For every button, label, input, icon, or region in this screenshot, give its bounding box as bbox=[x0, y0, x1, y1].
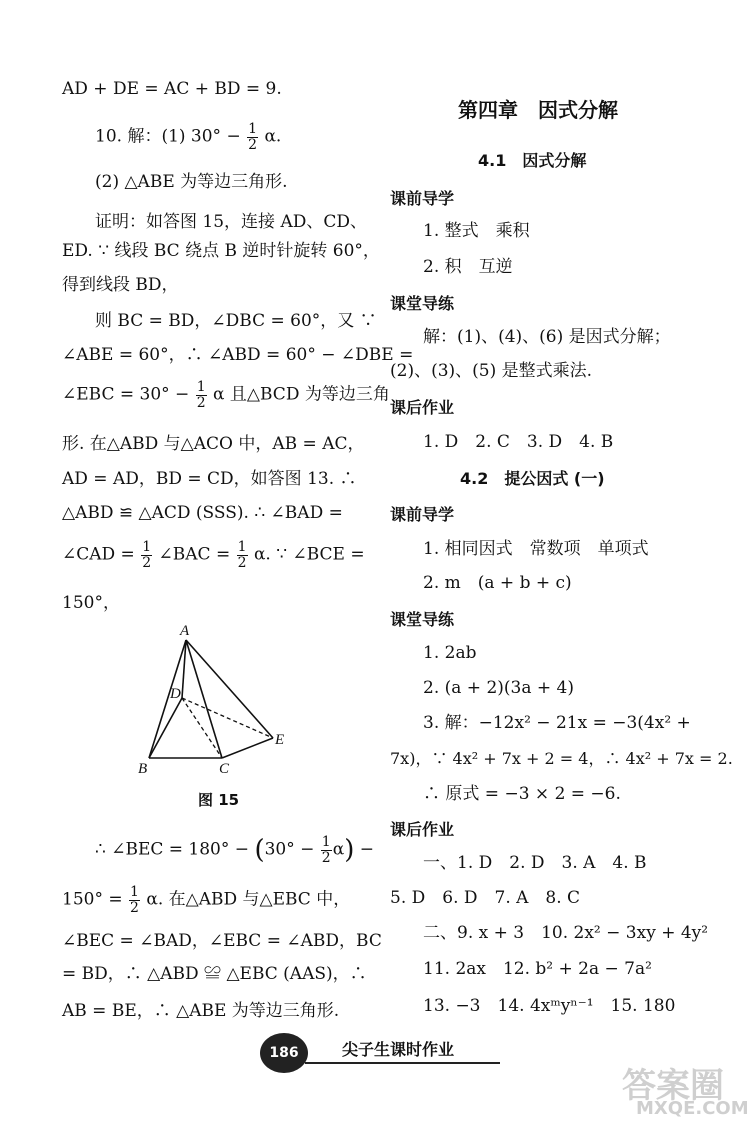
label-E: E bbox=[275, 732, 285, 748]
right-line-12: ∴ 原式 = −3 × 2 = −6. bbox=[423, 784, 621, 804]
label-B: B bbox=[138, 761, 148, 777]
right-line-3: 解：(1)、(4)、(6) 是因式分解； bbox=[423, 327, 671, 347]
left-line-6: 得到线段 BD， bbox=[62, 275, 179, 295]
page-number-badge bbox=[260, 1033, 308, 1073]
right-line-10: 3. 解：−12x² − 21x = −3(4x² + bbox=[423, 713, 691, 733]
left-line-1: AD + DE = AC + BD = 9. bbox=[62, 79, 282, 99]
geometry-figure bbox=[130, 620, 300, 780]
left-line-11: AD = AD，BD = CD，如答图 13. ∴ bbox=[62, 469, 357, 489]
heading-preview-1: 课前导学 bbox=[390, 189, 455, 208]
right-line-6: 1. 相同因式 常数项 单项式 bbox=[423, 539, 649, 559]
left-line-7: 则 BC = BD，∠DBC = 60°，又 ∵ bbox=[95, 311, 377, 331]
left-line-5: ED. ∵ 线段 BC 绕点 B 逆时针旋转 60°， bbox=[62, 241, 380, 261]
section-4-2: 4.2 提公因式 (一) bbox=[460, 469, 605, 488]
right-line-5: 1. D 2. C 3. D 4. B bbox=[423, 432, 614, 452]
chapter-title: 第四章 因式分解 bbox=[458, 98, 618, 122]
heading-homework-1: 课后作业 bbox=[390, 398, 455, 417]
left-line-8: ∠ABE = 60°，∴ ∠ABD = 60° − ∠DBE = bbox=[62, 345, 414, 365]
label-D: D bbox=[170, 686, 181, 702]
right-line-14: 5. D 6. D 7. A 8. C bbox=[390, 888, 581, 908]
right-line-8: 1. 2ab bbox=[423, 643, 477, 663]
right-line-4: (2)、(3)、(5) 是整式乘法. bbox=[390, 361, 593, 381]
right-line-9: 2. (a + 2)(3a + 4) bbox=[423, 678, 574, 698]
watermark-main: 答案圈 bbox=[622, 1066, 724, 1106]
figure-caption: 图 15 bbox=[198, 791, 240, 809]
left-line-10: 形. 在△ABD 与△ACO 中，AB = AC， bbox=[62, 434, 365, 454]
left-line-18: = BD，∴ △ABD ≌ △EBC (AAS)，∴ bbox=[62, 964, 367, 984]
left-line-17: ∠BEC = ∠BAD，∠EBC = ∠ABD，BC bbox=[62, 931, 382, 951]
right-line-16: 11. 2ax 12. b² + 2a − 7a² bbox=[423, 959, 652, 979]
left-line-15: ∴ ∠BEC = 180° − (30° − $\frac{1}{2}$ α) − bbox=[95, 834, 374, 866]
left-line-16: 150° = $\frac{1}{2}$ α. 在△ABD 与△EBC 中， bbox=[62, 884, 351, 916]
right-line-7: 2. m (a + b + c) bbox=[423, 573, 572, 593]
left-line-14: 150°， bbox=[62, 593, 120, 613]
label-C: C bbox=[219, 761, 230, 777]
left-line-3: (2) △ABE 为等边三角形. bbox=[95, 172, 288, 192]
right-line-1: 1. 整式 乘积 bbox=[423, 221, 530, 241]
page-number: 186 bbox=[269, 1045, 299, 1061]
watermark-url: MXQE.COM bbox=[636, 1098, 749, 1119]
heading-preview-2: 课前导学 bbox=[390, 505, 455, 524]
left-line-13: ∠CAD = $\frac{1}{2}$ ∠BAC = $\frac{1}{2}$ α. ∵ ∠BCE = bbox=[62, 539, 365, 571]
section-4-1: 4.1 因式分解 bbox=[478, 151, 587, 170]
right-line-13: 一、1. D 2. D 3. A 4. B bbox=[423, 853, 647, 873]
left-line-9: ∠EBC = 30° − $\frac{1}{2}$ α 且△BCD 为等边三角 bbox=[62, 379, 390, 411]
right-line-2: 2. 积 互逆 bbox=[423, 257, 513, 277]
right-line-15: 二、9. x + 3 10. 2x² − 3xy + 4y² bbox=[423, 923, 709, 943]
left-line-2: 10. 解：(1) 30° − $\frac{1}{2}$ α. bbox=[95, 121, 282, 153]
heading-class-1: 课堂导练 bbox=[390, 294, 455, 313]
left-line-12: △ABD ≌ △ACD (SSS). ∴ ∠BAD = bbox=[62, 503, 343, 523]
heading-class-2: 课堂导练 bbox=[390, 610, 455, 629]
footer-divider bbox=[305, 1062, 500, 1064]
left-line-19: AB = BE，∴ △ABE 为等边三角形. bbox=[62, 1001, 340, 1021]
label-A: A bbox=[180, 623, 190, 639]
right-line-11: 7x)，∵ 4x² + 7x + 2 = 4，∴ 4x² + 7x = 2. bbox=[390, 749, 733, 768]
right-line-17: 13. −3 14. 4xᵐyⁿ⁻¹ 15. 180 bbox=[423, 996, 676, 1016]
left-line-4: 证明：如答图 15，连接 AD、CD、 bbox=[95, 212, 367, 232]
heading-homework-2: 课后作业 bbox=[390, 820, 455, 839]
footer-title: 尖子生课时作业 bbox=[342, 1040, 455, 1059]
